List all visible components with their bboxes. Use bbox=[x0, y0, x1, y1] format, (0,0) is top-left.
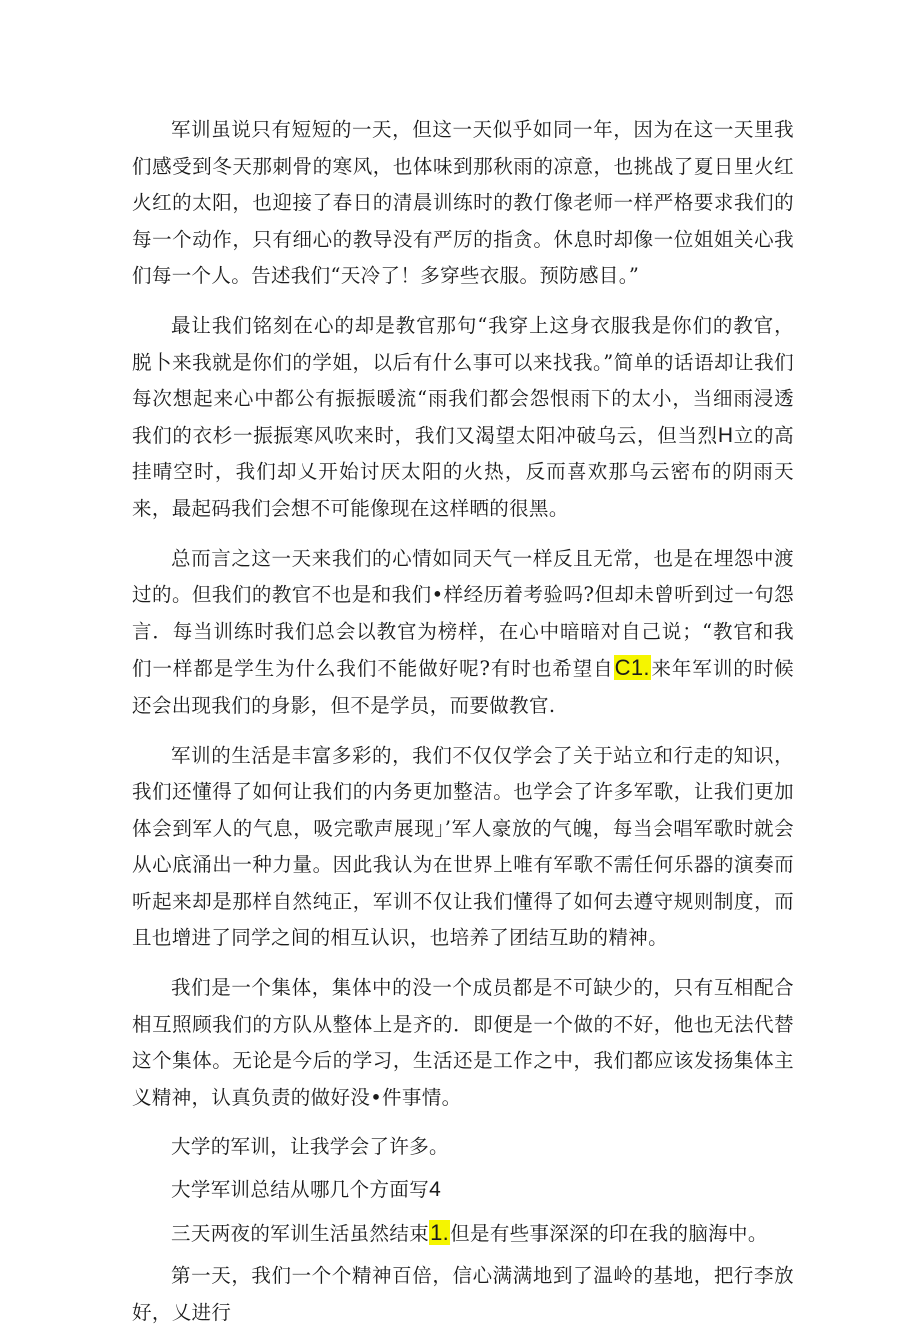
paragraph-text: 立的高挂晴空时，我们却乂开始讨厌太阳的火热，反而喜欢那乌云密布的阴雨天来，最起码我们会想不可能像现在这样晒的很黑。 bbox=[132, 423, 794, 520]
paragraph-text: 大学的军训，让我学会了许多。 bbox=[171, 1135, 449, 1159]
paragraph-p5 bbox=[132, 970, 794, 1116]
paragraph-text: 第一天，我们一个个精神百倍，信心满满地到了温岭的基地，把行李放好，乂进行 bbox=[132, 1264, 794, 1324]
highlighted-text: C1. bbox=[614, 655, 650, 681]
paragraph-text: 总而言之这一天来我们的心情如同天气一样反且无常，也是在埋怨中渡过的。但我们的教官不也是和我们•样经历着考验吗?但却未曾听到过一句怨言．每当训练时我们总会以教官为榜样，在心中暗暗对自己说；“教官和我们一样都是学生为什么我们不能做好呢?有时也希望自 bbox=[132, 546, 794, 681]
paragraph-text: 军训虽说只有短短的一天，但这一天似乎如同一年，因为在这一天里我们感受到冬天那刺骨的寒风，也体味到那秋雨的凉意，也挑战了夏日里火红火红的太阳，也迎接了春日的清晨训练时的教仃像老师一样严格要求我们的每一个动作，只有细心的教导没有严厉的指贪。休息时却像一位姐姐关心我们每一个人。告述我们“天冷了！多穿些衣服。预防感目。” bbox=[132, 118, 794, 288]
paragraph-text: 军训的生活是丰富多彩的，我们不仅仅学会了关于站立和行走的知识，我们还懂得了如何让我们的内务更加整洁。也学会了许多军歌，让我们更加体会到军人的气息，吸完歌声展现」’军人豪放的气魄，每当会唱军歌时就会从心底涌出一种力量。因此我认为在世界上唯有军歌不需任何乐器的演奏而听起来却是那样自然纯正，军训不仅让我们懂得了如何去遵守规则制度，而且也增进了同学之间的相互认识，也培养了团结互助的精神。 bbox=[132, 743, 794, 950]
paragraph-p8 bbox=[132, 1215, 794, 1253]
paragraph-text: 4 bbox=[429, 1178, 442, 1202]
paragraph-text: 最让我们铭刻在心的却是教官那句“我穿上这身衣服我是你们的教官，脱卜来我就是你们的学姐，以后有什么事可以来找我。”简单的话语却让我们每次想起来心中都公有振振暖流“雨我们都会怨恨雨下的太小，当细雨浸透我们的衣杉一振振寒风吹来时，我们又渴望太阳冲破乌云，但当烈 bbox=[132, 313, 794, 447]
paragraph-text: 三天两夜的军训生活虽然结束 bbox=[171, 1221, 430, 1245]
paragraph-text: 来年军训的时候还会出现我们的身影，但不是学员，而要做教官. bbox=[132, 657, 794, 717]
paragraph-p7 bbox=[132, 1172, 794, 1209]
paragraph-p9 bbox=[132, 1258, 794, 1331]
paragraph-p4 bbox=[132, 738, 794, 958]
paragraph-p1 bbox=[132, 112, 794, 295]
document-page bbox=[132, 112, 794, 1344]
paragraph-p2 bbox=[132, 308, 794, 528]
paragraph-p3 bbox=[132, 541, 794, 725]
paragraph-text: 但是有些事深深的印在我的脑海中。 bbox=[450, 1221, 768, 1245]
paragraph-p6 bbox=[132, 1129, 794, 1166]
paragraph-text: 大学军训总结从哪几个方面写 bbox=[171, 1178, 430, 1202]
paragraph-text: H bbox=[717, 423, 734, 447]
paragraph-text: 我们是一个集体，集体中的没一个成员都是不可缺少的，只有互相配合相互照顾我们的方队从整体上是齐的．即便是一个做的不好，他也无法代替这个集体。无论是今后的学习，生活还是工作之中，我们都应该发扬集体主义精神，认真负责的做好没•件事情。 bbox=[132, 976, 794, 1109]
highlighted-text: 1. bbox=[430, 1219, 450, 1245]
